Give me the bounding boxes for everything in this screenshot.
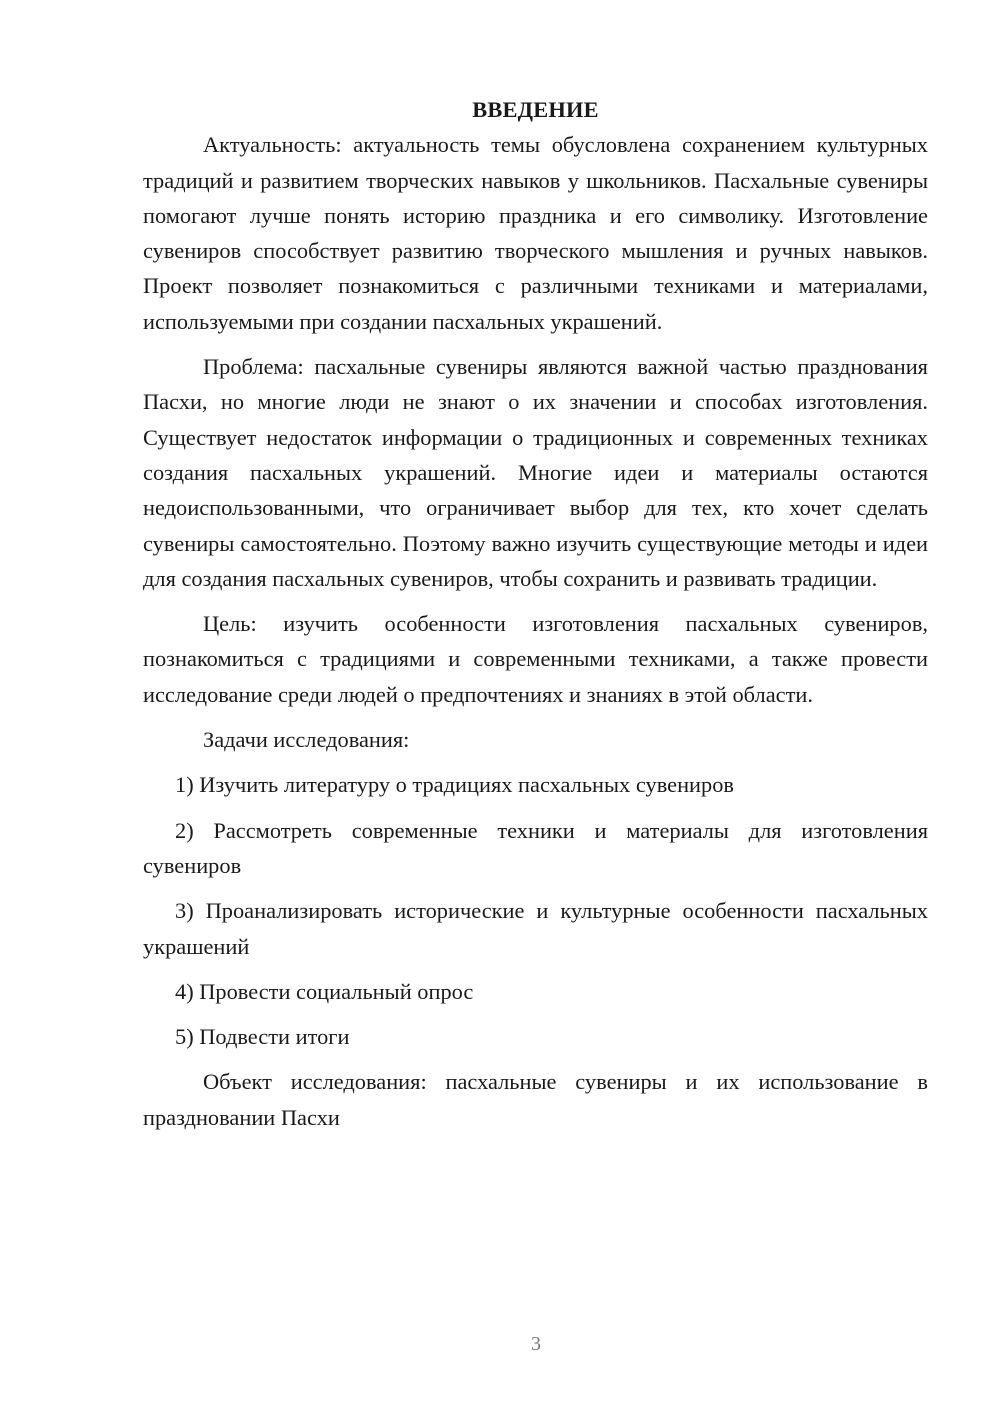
task-item: 5) Подвести итоги xyxy=(175,1024,350,1050)
section-title: ВВЕДЕНИЕ xyxy=(472,97,599,122)
goal-paragraph: Цель: изучить особенности изготовления пасхальных сувениров, познакомиться с традициями и современными техниками, а также провести исследование среди людей о предпочтениях и знаниях в этой области. xyxy=(143,611,928,707)
tasks-list xyxy=(143,767,928,1054)
object-paragraph: Объект исследования: пасхальные сувениры и их использование в праздновании Пасхи xyxy=(143,1069,928,1130)
task-item: 1) Изучить литературу о традициях пасхальных сувениров xyxy=(175,772,734,798)
page-number: 3 xyxy=(531,1333,541,1355)
task-item: 3) Проанализировать исторические и культурные особенности пасхальных украшений xyxy=(143,898,928,959)
task-item: 2) Рассмотреть современные техники и материалы для изготовления сувениров xyxy=(143,817,928,878)
tasks-heading: Задачи исследования: xyxy=(203,727,410,753)
problem-paragraph: Проблема: пасхальные сувениры являются важной частью празднования Пасхи, но многие люди не знают о их значении и способах изготовления. Существует недостаток информации о традиционных и современных техниках создания пасхальных украшений. Многие идеи и материалы остаются недоиспользованными, что ограничивает выбор для тех, кто хочет сделать сувениры самостоятельно. Поэтому важно изучить существующие методы и идеи для создания пасхальных сувениров, чтобы сохранить и развивать традиции. xyxy=(143,354,928,591)
task-item: 4) Провести социальный опрос xyxy=(175,978,474,1004)
page-content xyxy=(143,92,928,1135)
relevance-paragraph: Актуальность: актуальность темы обусловлена сохранением культурных традиций и развитием творческих навыков у школьников. Пасхальные сувениры помогают лучше понять историю праздника и его символику. Изготовление сувениров способствует развитию творческого мышления и ручных навыков. Проект позволяет познакомиться с различными техниками и материалами, используемыми при создании пасхальных украшений. xyxy=(143,132,928,334)
